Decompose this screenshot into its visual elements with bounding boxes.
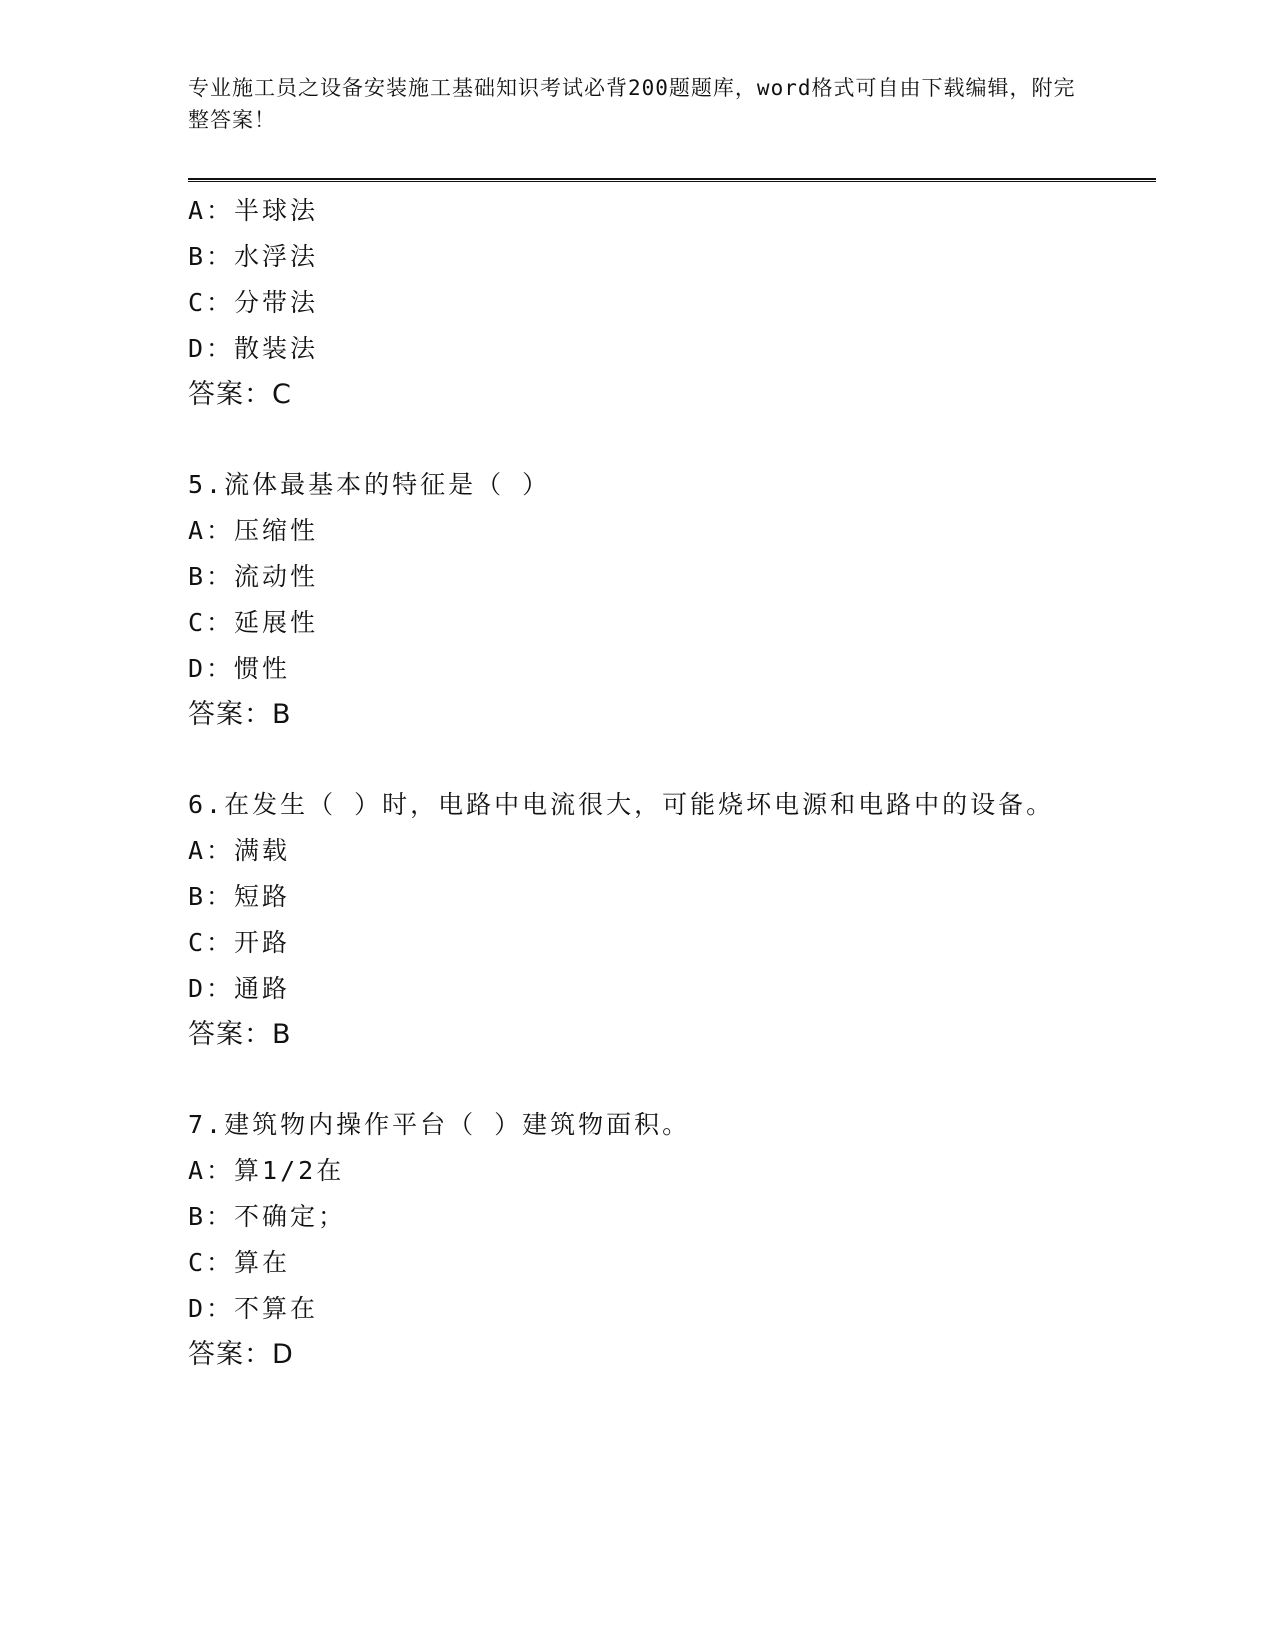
question-stem: [188, 1102, 1148, 1148]
question-text: 流体最基本的特征是（ ）: [224, 470, 551, 499]
option-b: B：水浮法: [188, 242, 319, 271]
question-text: 建筑物内操作平台（ ）建筑物面积。: [224, 1110, 691, 1139]
question-list: [188, 188, 1148, 1378]
document-header: 专业施工员之设备安装施工基础知识考试必背200题题库，word格式可自由下载编辑，附完整答案！: [188, 76, 1076, 132]
option-b: B：短路: [188, 882, 291, 911]
option-c: C：分带法: [188, 288, 319, 317]
header-divider: [188, 178, 1156, 182]
option-b: B：不确定；: [188, 1202, 347, 1231]
spacer: [188, 738, 1148, 782]
option-d: D：散装法: [188, 334, 319, 363]
question-block-5: [188, 462, 1148, 738]
question-block-6: [188, 782, 1148, 1058]
option-a: A：半球法: [188, 196, 319, 225]
option-d: D：不算在: [188, 1294, 319, 1323]
option-c: C：开路: [188, 928, 291, 957]
answer-line: 答案：B: [188, 699, 292, 730]
answer-line: 答案：B: [188, 1019, 292, 1050]
question-block-7: [188, 1102, 1148, 1378]
answer-line: 答案：C: [188, 379, 292, 410]
option-a: A：算1/2在: [188, 1156, 345, 1185]
question-number: 5.: [188, 470, 225, 499]
answer-line: 答案：D: [188, 1339, 294, 1370]
option-a: A：满载: [188, 836, 291, 865]
option-a: A：压缩性: [188, 516, 319, 545]
question-text: 在发生（ ）时，电路中电流很大，可能烧坏电源和电路中的设备。: [224, 790, 1055, 819]
option-c: C：算在: [188, 1248, 291, 1277]
option-d: D：惯性: [188, 654, 291, 683]
spacer: [188, 1058, 1148, 1102]
question-stem: [188, 782, 1148, 828]
question-stem: [188, 462, 1148, 508]
question-number: 6.: [188, 790, 225, 819]
option-b: B：流动性: [188, 562, 319, 591]
option-c: C：延展性: [188, 608, 319, 637]
question-block-4: [188, 188, 1148, 418]
question-number: 7.: [188, 1110, 225, 1139]
option-d: D：通路: [188, 974, 291, 1003]
spacer: [188, 418, 1148, 462]
